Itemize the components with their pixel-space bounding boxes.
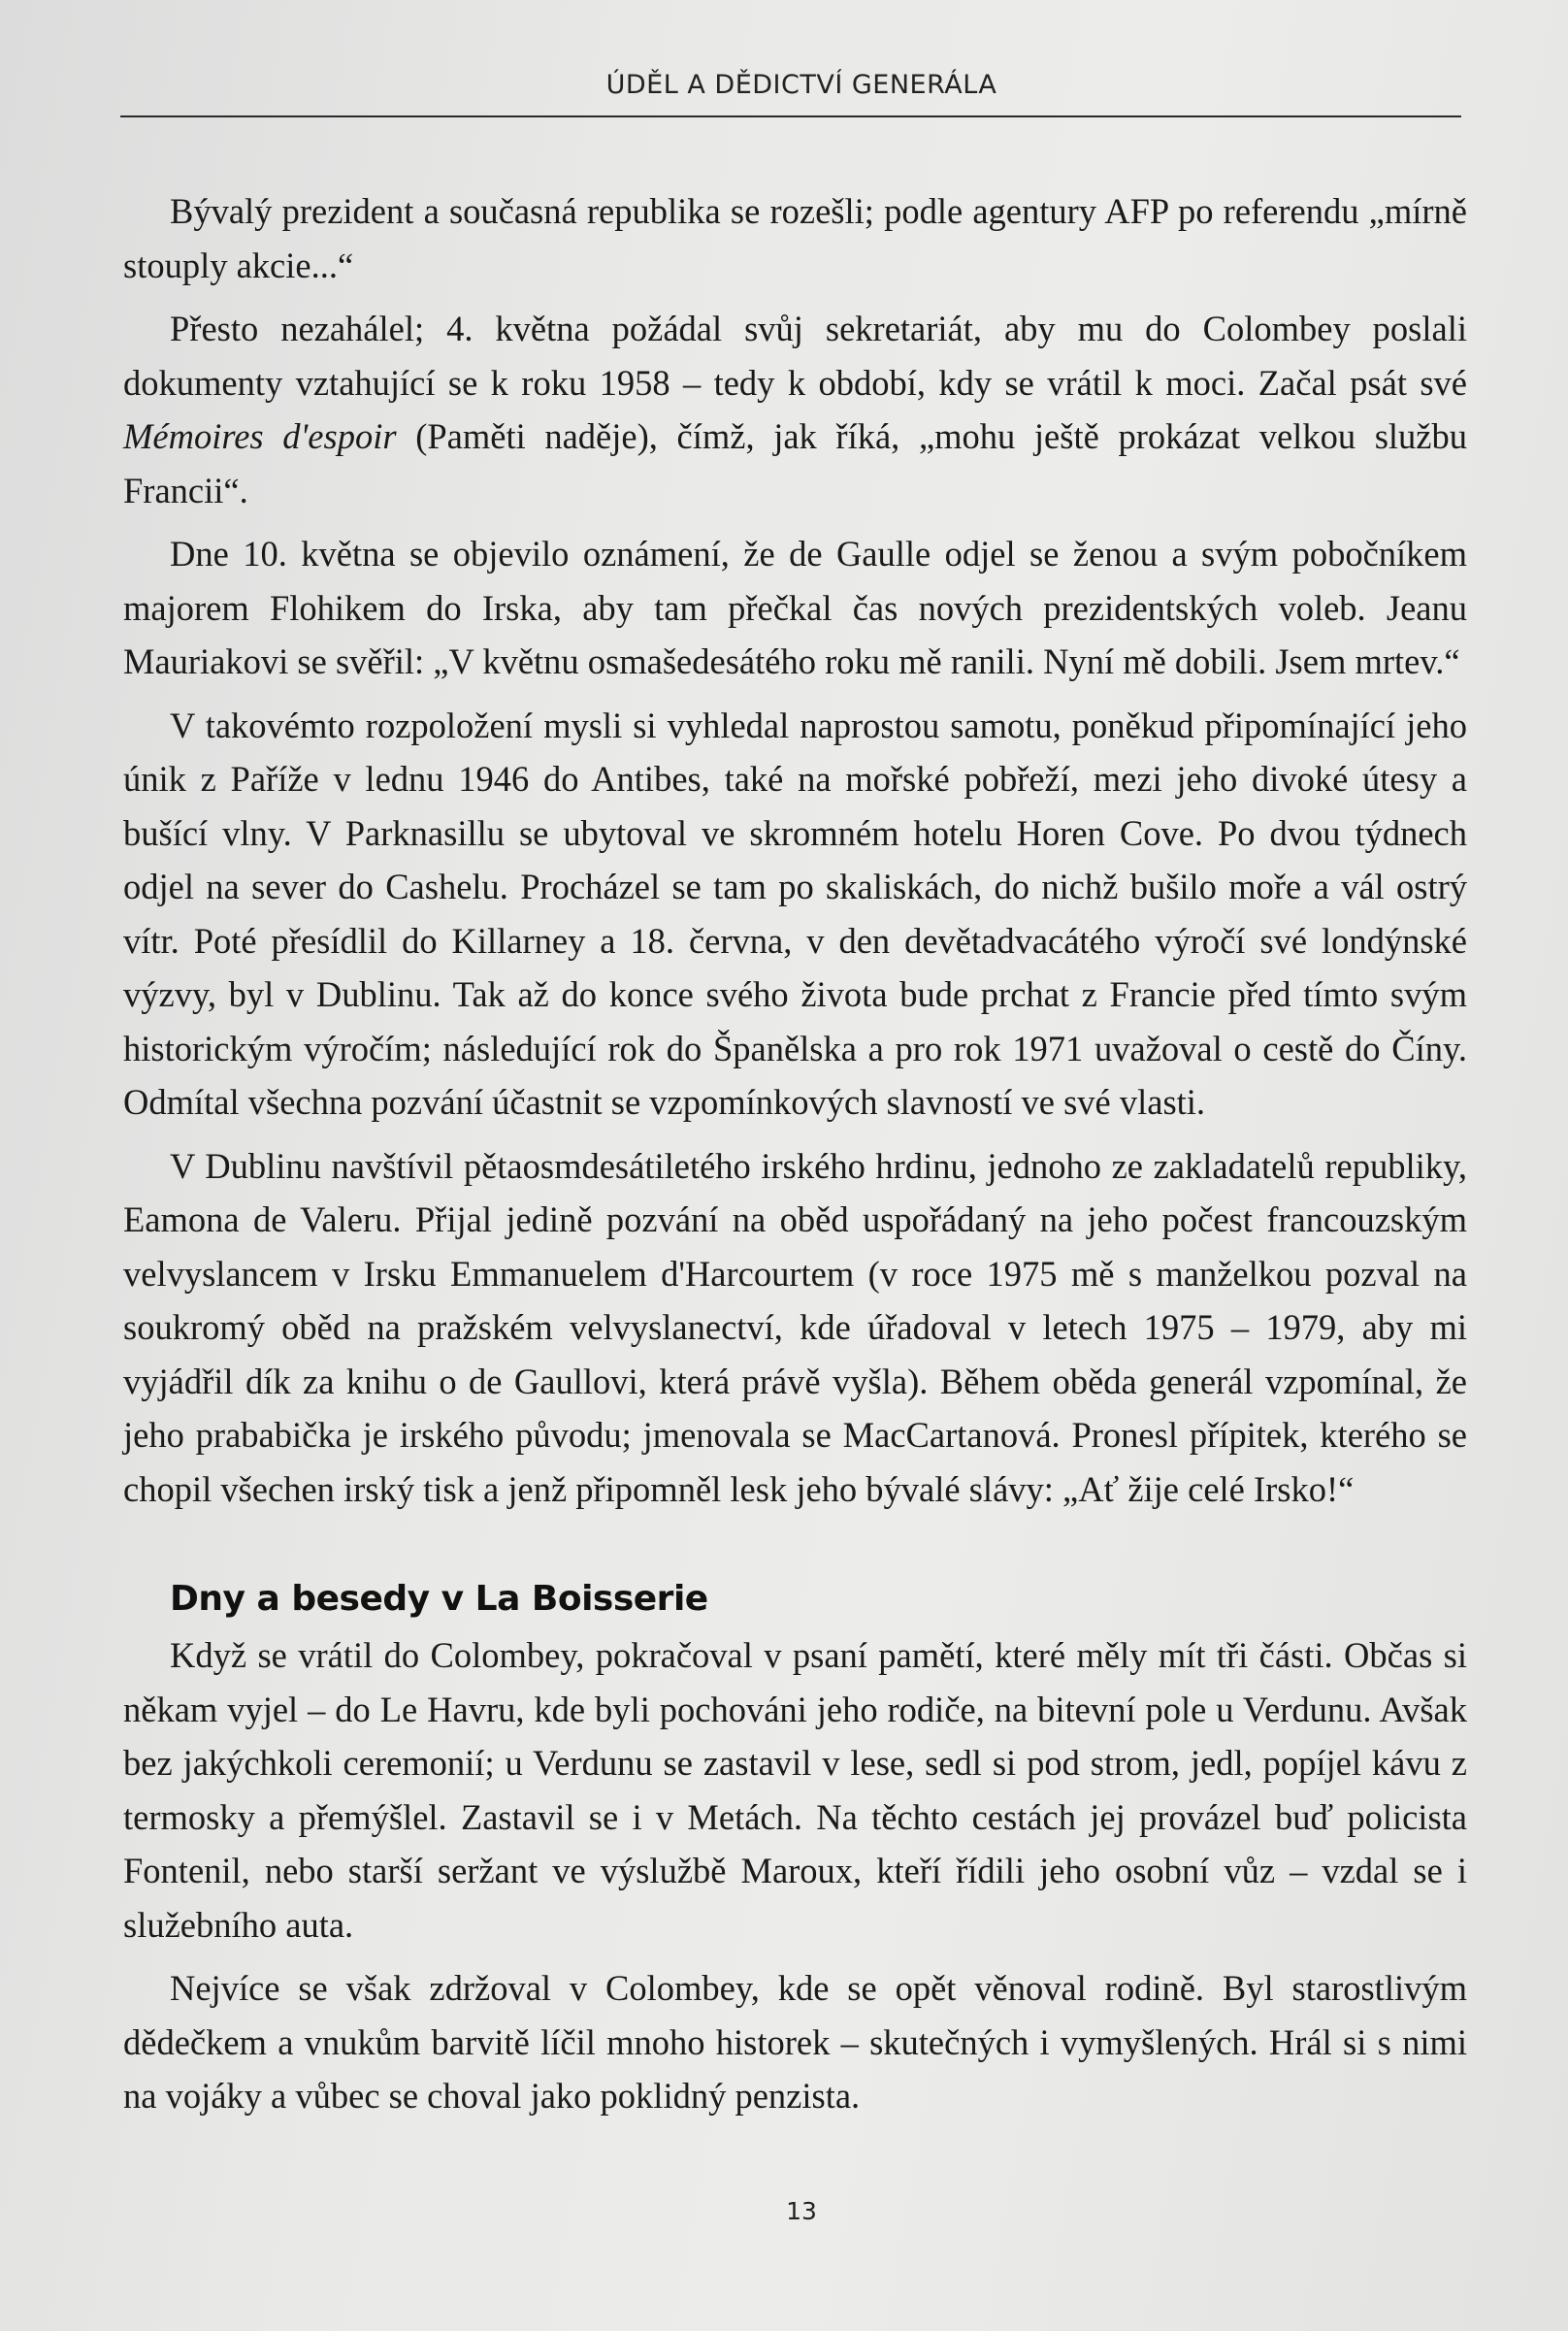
body-text <box>123 184 1467 2123</box>
paragraph-4: V takovémto rozpoložení mysli si vyhledal naprostou samotu, poněkud připomínající jeho únik z Paříže v lednu 1946 do Antibes, také na mořské pobřeží, mezi jeho divoké útesy a bušící vlny. V Parknasillu se ubytoval ve skromném hotelu Horen Cove. Po dvou týdnech odjel na sever do Cashelu. Procházel se tam po skaliskách, do nichž bušilo moře a vál ostrý vítr. Poté přesídlil do Killarney a 18. června, v den devětadvacátého výročí své londýnské výzvy, byl v Dublinu. Tak až do konce svého života bude prchat z Francie před tímto svým historickým výročím; následující rok do Španělska a pro rok 1971 uvažoval o cestě do Číny. Odmítal všechna pozvání účastnit se vzpomínkových slavností ve své vlasti. <box>123 705 1467 1122</box>
page-number: 13 <box>786 2197 817 2225</box>
running-head: ÚDĚL A DĚDICTVÍ GENERÁLA <box>605 70 997 100</box>
section-paragraph-2: Nejvíce se však zdržoval v Colombey, kde se opět věnoval rodině. Byl starostlivým dědečkem a vnukům barvitě líčil mnoho historek – skutečných i vymyšlených. Hrál si s nimi na vojáky a vůbec se choval jako poklidný penzista. <box>123 1968 1467 2116</box>
section-heading: Dny a besedy v La Boisserie <box>170 1579 708 1619</box>
book-title-italic: Mémoires d'espoir <box>123 416 397 456</box>
section-paragraph-1: Když se vrátil do Colombey, pokračoval v psaní pamětí, které měly mít tři části. Občas si někam vyjel – do Le Havru, kde byli pochováni jeho rodiče, na bitevní pole u Verdunu. Avšak bez jakýchkoli ceremonií; u Verdunu se zastavil v lese, sedl si pod strom, jedl, popíjel kávu z termosky a přemýšlel. Zastavil se i v Metách. Na těchto cestách jej provázel buď policista Fontenil, nebo starší seržant ve výslužbě Maroux, kteří řídili jeho osobní vůz – vzdal se i služebního auta. <box>123 1635 1467 1945</box>
paragraph-3: Dne 10. května se objevilo oznámení, že de Gaulle odjel se ženou a svým pobočníkem majorem Flohikem do Irska, aby tam přečkal čas nových prezidentských voleb. Jeanu Mauriakovi se svěřil: „V květnu osmašedesátého roku mě ranili. Nyní mě dobili. Jsem mrtev.“ <box>123 534 1467 681</box>
paragraph-2-tail: (Paměti naděje), čímž, jak říká, „mohu ještě prokázat velkou službu Francii“. <box>123 416 1467 510</box>
paragraph-5: V Dublinu navštívil pětaosmdesátiletého irského hrdinu, jednoho ze zakladatelů republiky, Eamona de Valeru. Přijal jedině pozvání na oběd uspořádaný na jeho počest francouzským velvyslancem v Irsku Emmanuelem d'Harcourtem (v roce 1975 mě s manželkou pozval na soukromý oběd na pražském velvyslanectví, kde úřadoval v letech 1975 – 1979, aby mi vyjádřil dík za knihu o de Gaullovi, která právě vyšla). Během oběda generál vzpomínal, že jeho prababička je irského původu; jmenovala se MacCartanová. Pronesl přípitek, kterého se chopil všechen irský tisk a jenž připomněl lesk jeho bývalé slávy: „Ať žije celé Irsko!“ <box>123 1145 1467 1509</box>
header-rule <box>120 115 1461 117</box>
paragraph-2 <box>123 302 1467 517</box>
paragraph-1: Bývalý prezident a současná republika se rozešli; podle agentury AFP po referendu „mírně stouply akcie...“ <box>123 191 1467 285</box>
paragraph-2-lead: Přesto nezahálel; 4. května požádal svůj sekretariát, aby mu do Colombey poslali dokumenty vztahující se k roku 1958 – tedy k období, kdy se vrátil k moci. Začal psát své <box>123 309 1467 403</box>
